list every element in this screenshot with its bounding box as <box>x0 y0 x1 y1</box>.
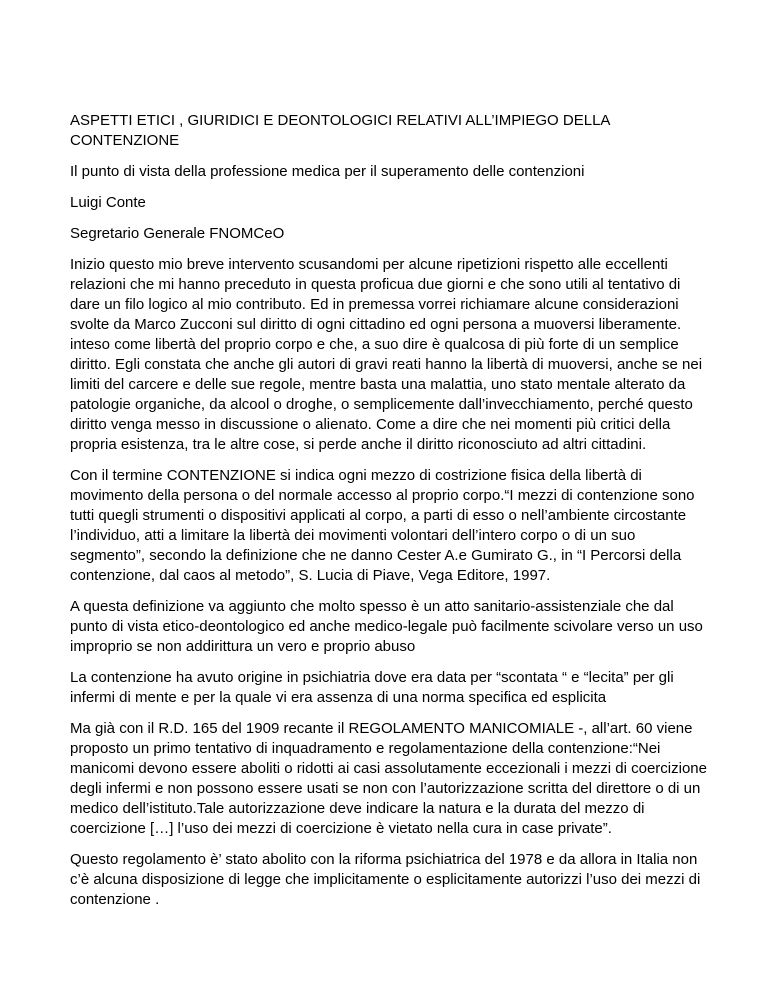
document-title: ASPETTI ETICI , GIURIDICI E DEONTOLOGICI RELATIVI ALL’IMPIEGO DELLA CONTENZIONE <box>70 112 610 149</box>
author-role: Segretario Generale FNOMCeO <box>70 225 285 242</box>
body-paragraph: La contenzione ha avuto origine in psichiatria dove era data per “scontata “ e “lecita” per gli infermi di mente e per la quale vi era assenza di una norma specifica ed esplicita <box>70 669 674 706</box>
body-paragraph: Inizio questo mio breve intervento scusandomi per alcune ripetizioni rispetto alle eccellenti relazioni che mi hanno preceduto in questa proficua due giorni e che sono utili al tentativo di dare un filo logico al mio contributo. Ed in premessa vorrei richiamare alcune considerazioni svolte da Marco Zucconi sul diritto di ogni cittadino ed ogni persona a muoversi liberamente. inteso come libertà del proprio corpo e che, a suo dire è qualcosa di più forte di un semplice diritto. Egli constata che anche gli autori di gravi reati hanno la libertà di muoversi, anche se nei limiti del carcere e delle sue regole, mentre basta una malattia, uno stato mentale alterato da patologie organiche, da alcool o droghe, o semplicemente dall’invecchiamento, perché questo diritto venga messo in discussione o alienato. Come a dire che nei momenti più critici della propria esistenza, tra le altre cose, si perde anche il diritto riconosciuto ad altri cittadini. <box>70 256 703 453</box>
document-subtitle: Il punto di vista della professione medica per il superamento delle contenzioni <box>70 163 585 180</box>
body-paragraph: Ma già con il R.D. 165 del 1909 recante il REGOLAMENTO MANICOMIALE -, all’art. 60 viene proposto un primo tentativo di inquadramento e regolamentazione della contenzione:“Nei manicomi devono essere aboliti o ridotti ai casi assolutamente eccezionali i mezzi di coercizione degli infermi e non possono essere usati se non con l’autorizzazione scritta del direttore o di un medico dell’istituto.Tale autorizzazione deve indicare la natura e la durata del mezzo di coercizione […] l’uso dei mezzi di coercizione è vietato nella cura in case private”. <box>70 720 707 837</box>
document-body <box>70 111 710 921</box>
body-paragraph: Con il termine CONTENZIONE si indica ogni mezzo di costrizione fisica della libertà di movimento della persona o del normale accesso al proprio corpo.“I mezzi di contenzione sono tutti quegli strumenti o dispositivi applicati al corpo, a parti di esso o nell’ambiente circostante l’individuo, atti a limitare la libertà dei movimenti volontari dell’intero corpo o di un suo segmento”, secondo la definizione che ne danno Cester A.e Gumirato G., in “I Percorsi della contenzione, dal caos al metodo”, S. Lucia di Piave, Vega Editore, 1997. <box>70 467 695 584</box>
body-paragraph: A questa definizione va aggiunto che molto spesso è un atto sanitario-assistenziale che dal punto di vista etico-deontologico ed anche medico-legale può facilmente scivolare verso un uso improprio se non addirittura un vero e proprio abuso <box>70 598 703 655</box>
body-paragraph: Questo regolamento è’ stato abolito con la riforma psichiatrica del 1978 e da allora in Italia non c’è alcuna disposizione di legge che implicitamente o esplicitamente autorizzi l’uso dei mezzi di contenzione . <box>70 851 701 908</box>
author-name: Luigi Conte <box>70 194 146 211</box>
